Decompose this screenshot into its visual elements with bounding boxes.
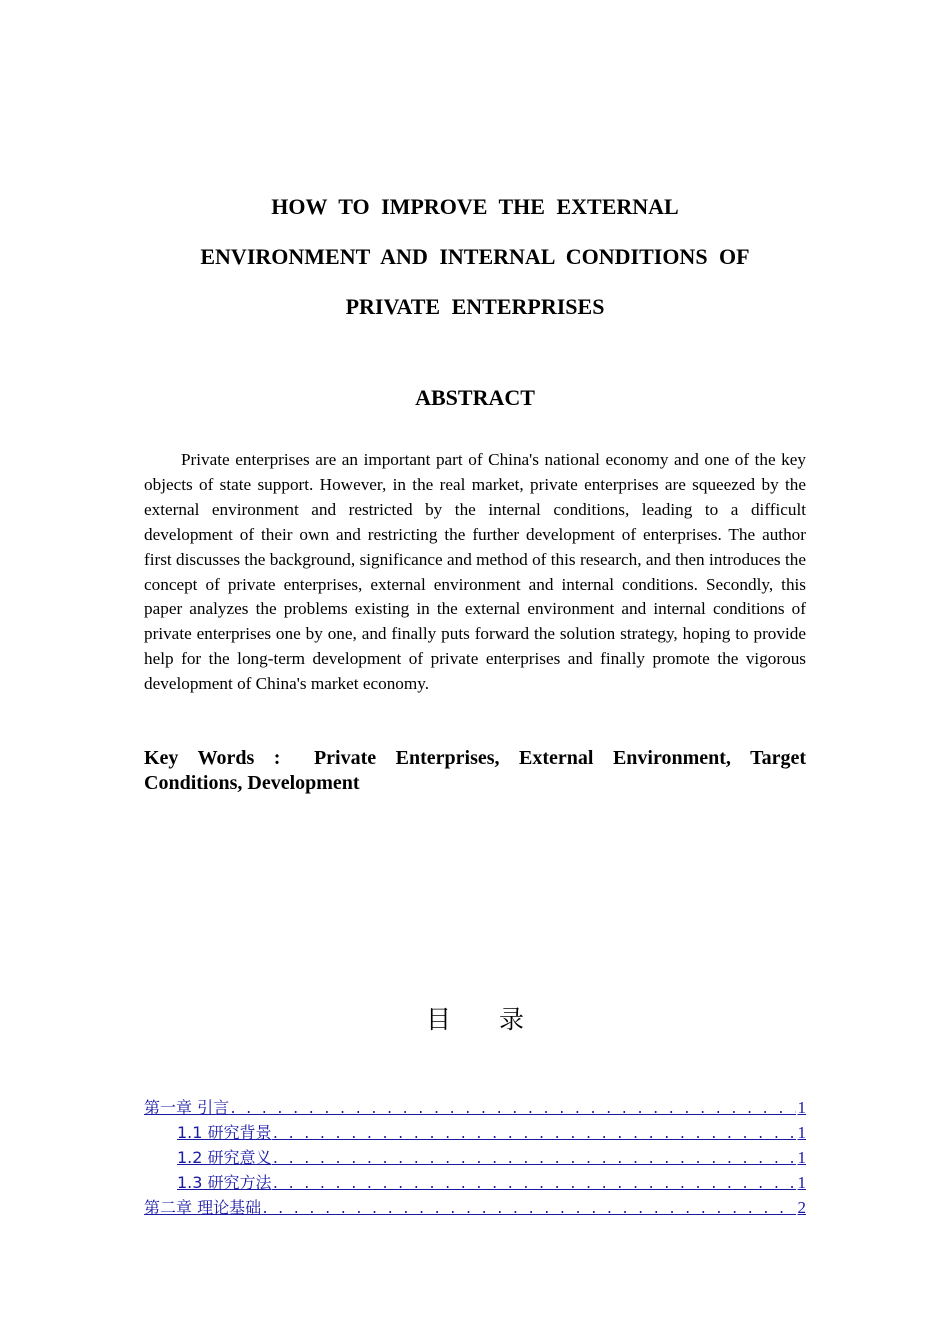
title-line-1: HOW TO IMPROVE THE EXTERNAL bbox=[271, 194, 679, 219]
toc-entry-text: 1.2 研究意义 bbox=[177, 1148, 272, 1167]
title-line-3: PRIVATE ENTERPRISES bbox=[345, 294, 605, 319]
toc-entry-chapter-2[interactable] bbox=[144, 1195, 806, 1220]
toc-entry-chapter-1[interactable] bbox=[144, 1095, 806, 1120]
toc-entry-text: 1.1 研究背景 bbox=[177, 1123, 272, 1142]
paper-title bbox=[144, 182, 806, 332]
keywords-label: Key Words : bbox=[144, 747, 281, 769]
toc-leader-dots bbox=[272, 1172, 796, 1197]
abstract-heading: ABSTRACT bbox=[415, 385, 535, 410]
toc-entry-page: 1 bbox=[797, 1148, 806, 1167]
toc-entry-page: 2 bbox=[797, 1198, 806, 1217]
toc-entry-1-2[interactable] bbox=[144, 1145, 806, 1170]
toc-entry-page: 1 bbox=[797, 1123, 806, 1142]
toc-entry-page: 1 bbox=[797, 1173, 806, 1192]
toc-entry-page: 1 bbox=[797, 1098, 806, 1117]
toc-leader-dots bbox=[272, 1147, 796, 1172]
abstract-body: Private enterprises are an important part of China's national economy and one of the key objects of state support. However, in the real market, private enterprises are squeezed by the external environment and restricted by the internal conditions, leading to a difficult development of their own and restricting the further development of enterprises. The author first discusses the background, significance and method of this research, and then introduces the concept of private enterprises, external environment and internal conditions. Secondly, this paper analyzes the problems existing in the external environment and internal conditions of private enterprises one by one, and finally puts forward the solution strategy, hoping to provide help for the long-term development of private enterprises and finally promote the vigorous development of China's market economy. bbox=[144, 450, 806, 694]
toc-leader-dots bbox=[272, 1122, 796, 1147]
keywords-text: Private Enterprises, External Environment, Target Conditions, Development bbox=[144, 747, 806, 794]
toc-heading-left: 目 bbox=[425, 1005, 451, 1034]
toc-entry-text: 1.3 研究方法 bbox=[177, 1173, 272, 1192]
toc-heading-right: 录 bbox=[499, 1005, 525, 1034]
toc-leader-dots bbox=[261, 1197, 795, 1222]
toc-leader-dots bbox=[229, 1097, 795, 1122]
toc-entry-text: 第二章 理论基础 bbox=[144, 1198, 262, 1217]
toc-heading bbox=[144, 1002, 806, 1038]
toc-entry-1-3[interactable] bbox=[144, 1170, 806, 1195]
toc-entry-1-1[interactable] bbox=[144, 1120, 806, 1145]
toc-entry-text: 第一章 引言 bbox=[144, 1098, 230, 1117]
title-line-2: ENVIRONMENT AND INTERNAL CONDITIONS OF bbox=[200, 244, 750, 269]
keywords bbox=[144, 746, 806, 796]
table-of-contents bbox=[144, 1095, 806, 1220]
